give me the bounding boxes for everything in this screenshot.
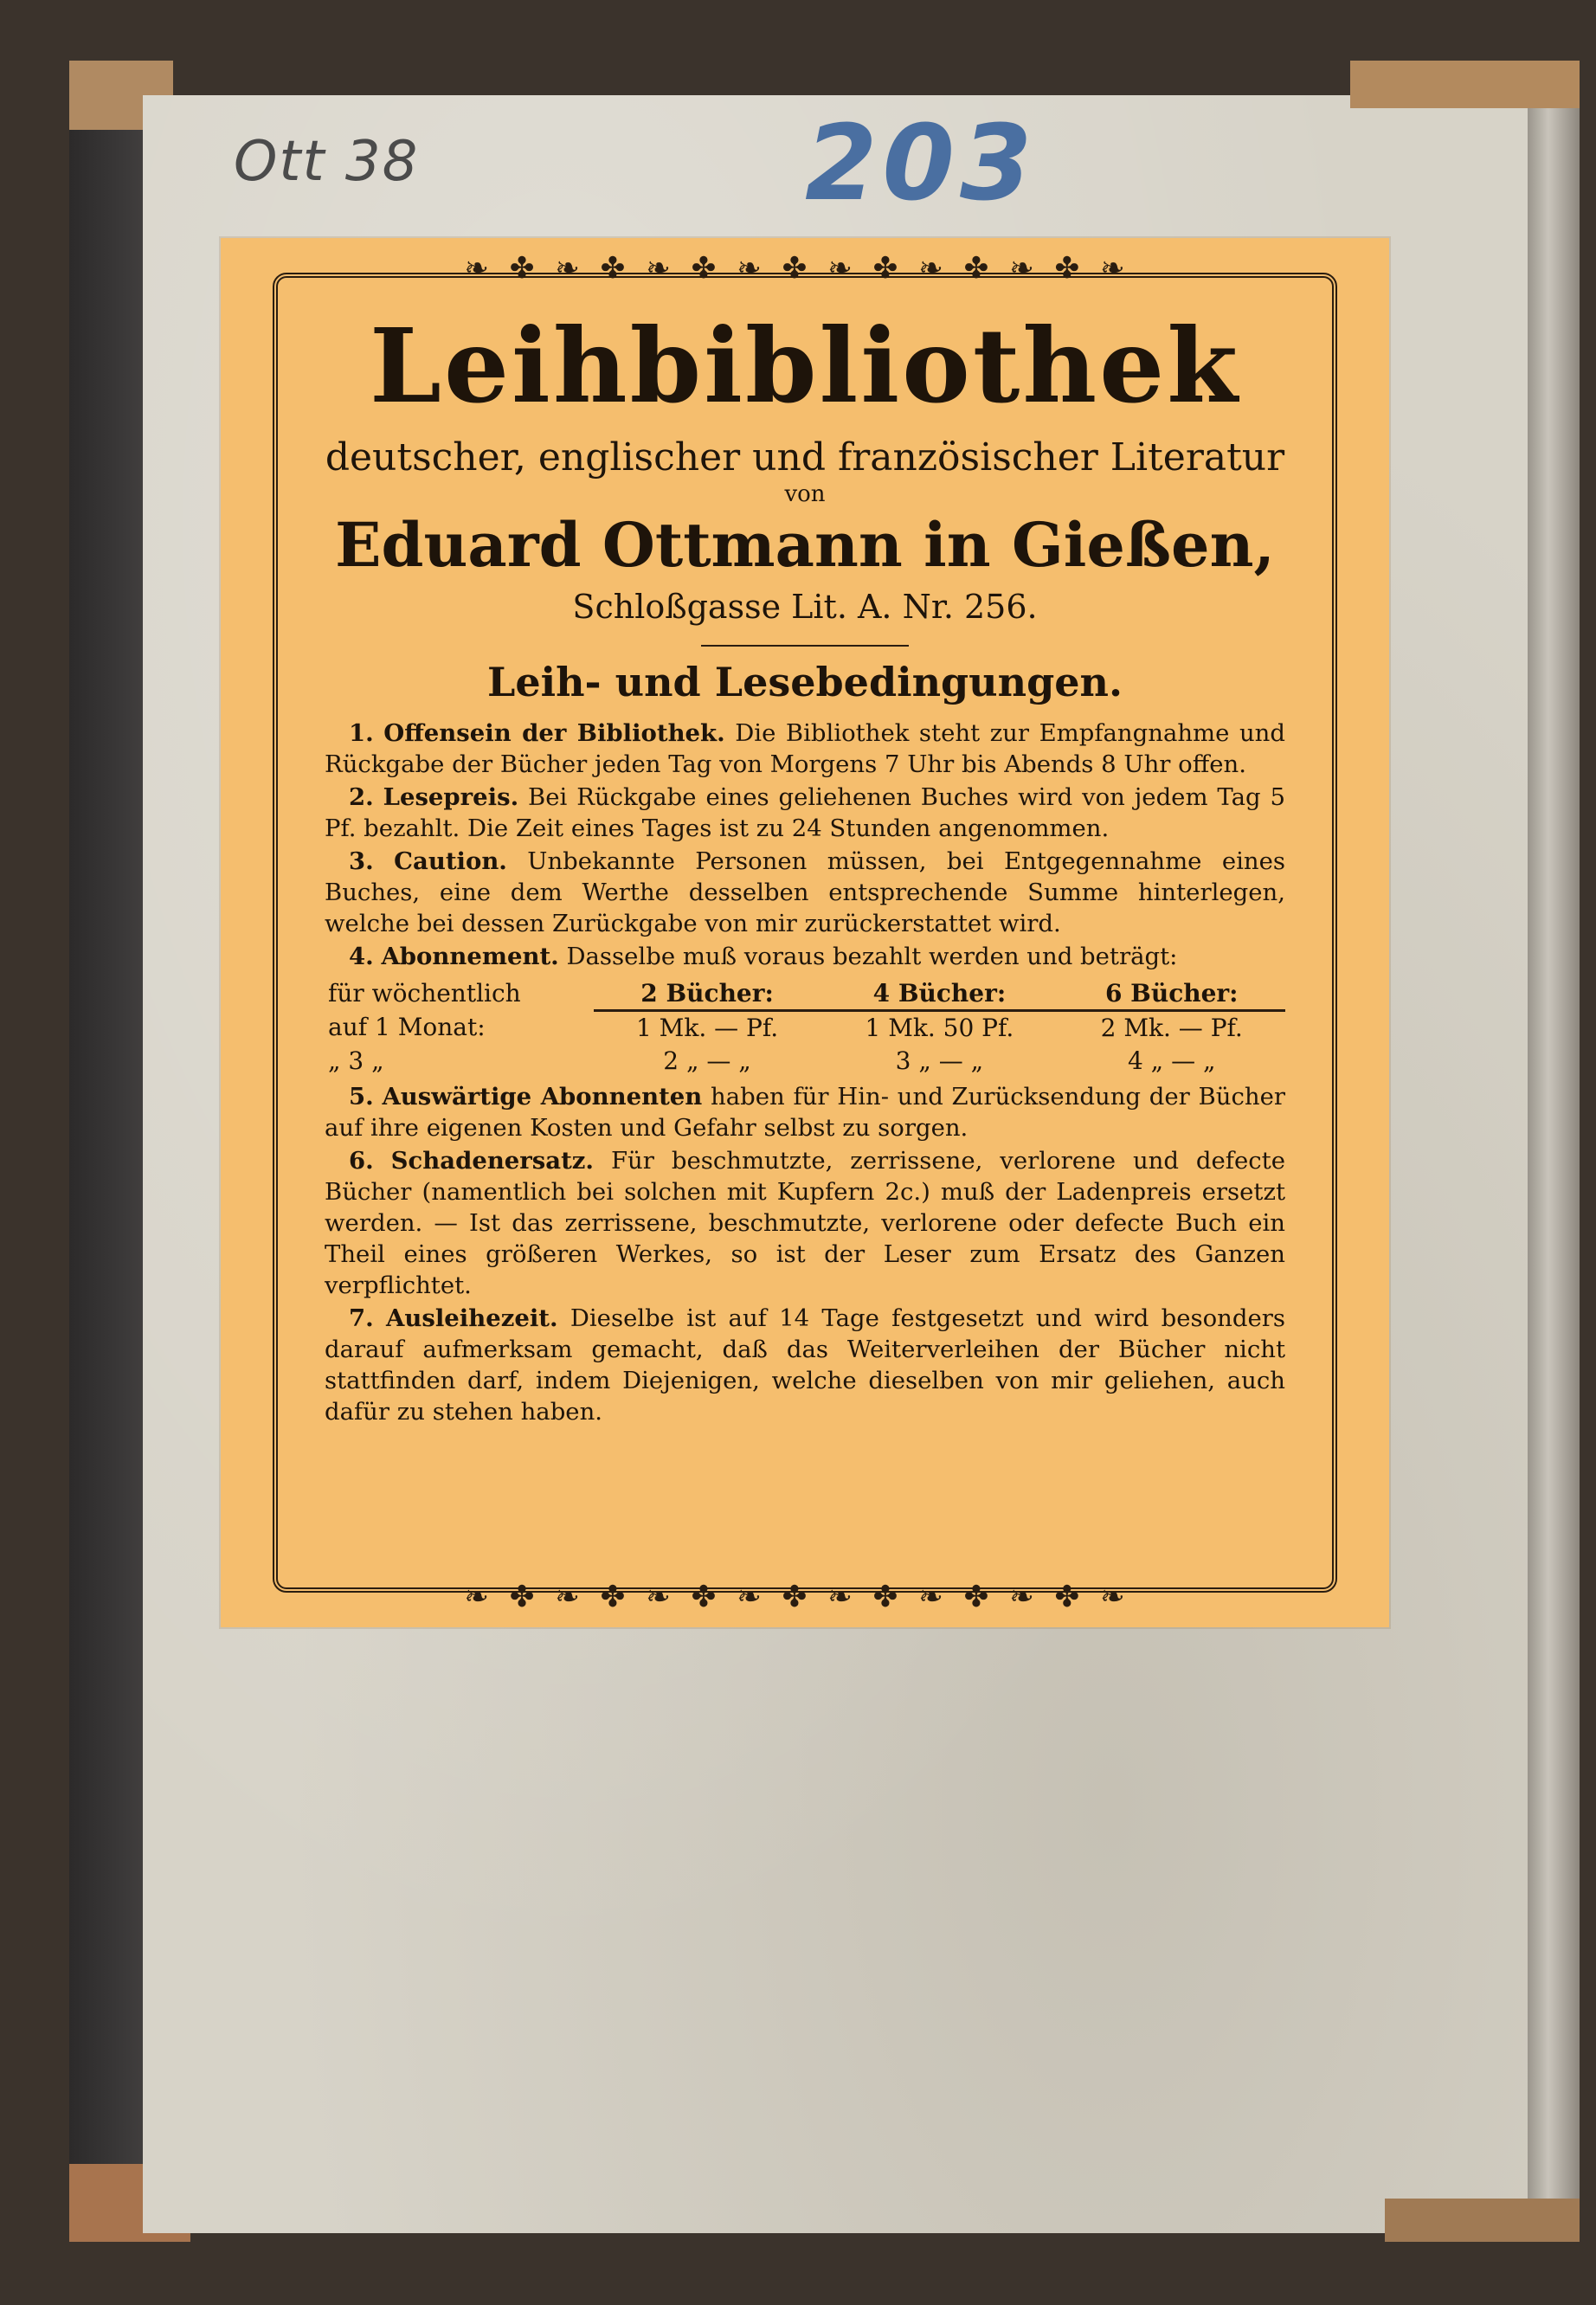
book-spine (1528, 61, 1580, 2242)
by-word: von (784, 480, 826, 507)
spine-cap-bottom (1385, 2199, 1580, 2242)
handwritten-shelfmark: Ott 38 (234, 130, 420, 194)
table-cell: 1 Mk. — Pf. (635, 1013, 779, 1042)
rule-item: 3. Caution. Unbekannte Personen müssen, bei Entgegennahme eines Buches, eine dem Werthe desselben entsprechende Summe hinterlegen, welche bei dessen Zurückgabe von mir zurückerstattet wird. (325, 847, 1285, 937)
rule-item: 7. Ausleihezeit. Dieselbe ist auf 14 Tage festgesetzt und wird besonders darauf aufmerksam gemacht, daß das Weiterverleihen der Bücher nicht stattfinden darf, indem Diejenigen, welche dieselben von mir geliehen, auch dafür zu stehen haben. (325, 1304, 1285, 1426)
ornament-border-bottom-icon: ❧✤❧✤❧✤❧✤❧✤❧✤❧✤❧ (464, 1582, 1146, 1612)
table-cell: 3 „ — „ (895, 1046, 984, 1075)
library-title: Leihbibliothek (370, 306, 1240, 426)
rule-item: 5. Auswärtige Abonnenten haben für Hin- und Zurücksendung der Bücher auf ihre eigenen Kosten und Gefahr selbst zu sorgen. (325, 1082, 1285, 1142)
divider-rule (701, 645, 909, 647)
table-cell: 2 „ — „ (663, 1046, 751, 1075)
table-header-cell: 2 Bücher: (594, 977, 821, 1011)
spine-cap-top (1350, 61, 1580, 108)
table-header-cell: 4 Bücher: (821, 977, 1058, 1011)
table-header-row (325, 977, 1285, 1011)
table-header-cell: 6 Bücher: (1058, 977, 1285, 1011)
rule-item: 1. Offensein der Bibliothek. Die Bibliothek steht zur Empfangnahme und Rückgabe der Bücher jeden Tag von Morgens 7 Uhr bis Abends 8 Uhr offen. (325, 718, 1285, 778)
library-label (221, 238, 1389, 1627)
subscription-price-table (325, 977, 1285, 1078)
rule-item: 6. Schadenersatz. Für beschmutzte, zerrissene, verlorene und defecte Bücher (namentlich bei solchen mit Kupfern 2c.) muß der Ladenpreis ersetzt werden. — Ist das zerrissene, beschmutzte, verlorene oder defecte Buch ein Theil eines größeren Werkes, so ist der Leser zum Ersatz des Ganzen verpflichtet. (325, 1146, 1285, 1299)
owner-address: Schloßgasse Lit. A. Nr. 256. (572, 587, 1038, 626)
rule-item: 2. Lesepreis. Bei Rückgabe eines geliehenen Buches wird von jedem Tag 5 Pf. bezahlt. Die Zeit eines Tages ist zu 24 Stunden angenommen. (325, 782, 1285, 842)
table-cell: 1 Mk. 50 Pf. (865, 1013, 1014, 1042)
table-row (325, 1010, 1285, 1045)
owner-name: Eduard Ottmann in Gießen, (335, 508, 1275, 581)
table-cell: für wöchentlich (328, 979, 521, 1008)
ornament-border-top-icon: ❧✤❧✤❧✤❧✤❧✤❧✤❧✤❧ (464, 254, 1146, 283)
rule-item: 4. Abonnement. Dasselbe muß voraus bezahlt werden und beträgt: (349, 942, 1178, 970)
conditions-heading: Leih- und Lesebedingungen. (487, 658, 1123, 705)
label-content (325, 307, 1285, 1558)
table-cell: auf 1 Monat: (328, 1013, 486, 1042)
table-cell: „ 3 „ (328, 1046, 384, 1075)
table-cell: 2 Mk. — Pf. (1100, 1013, 1243, 1042)
table-row (325, 1045, 1285, 1078)
library-subtitle: deutscher, englischer und französischer Literatur (325, 435, 1285, 480)
handwritten-call-number: 203 (805, 104, 1038, 224)
table-cell: 4 „ — „ (1127, 1046, 1216, 1075)
